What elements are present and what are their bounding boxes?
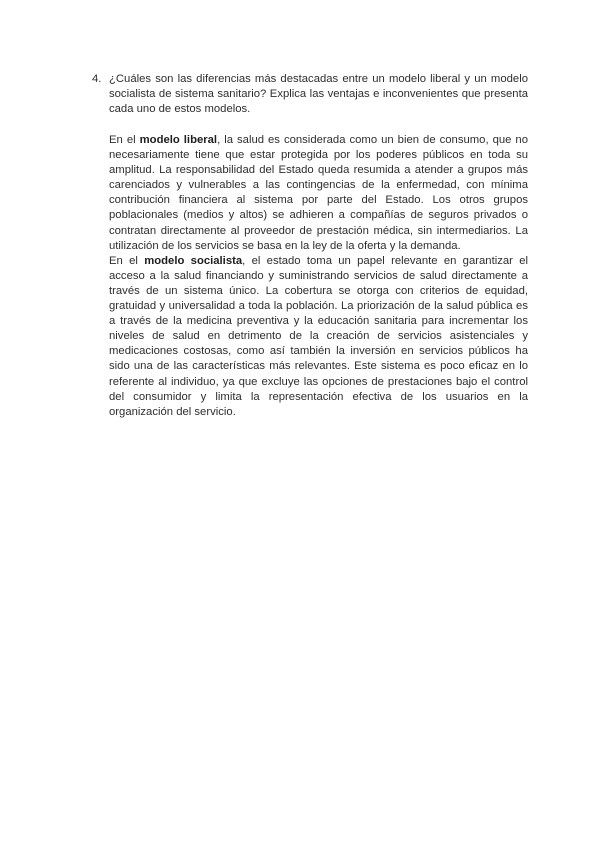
- answer-block: [109, 133, 528, 420]
- question-number: 4.: [92, 73, 102, 85]
- liberal-prefix: En el: [109, 134, 140, 146]
- liberal-body: , la salud es considerada como un bien de consumo, que no necesariamente tiene que estar protegida por los poderes públicos en toda su amplitud. La responsabilidad del Estado queda resumida a atender a grupos más carenciados y vulnerables a las contingencias de la enfermedad, con mínima contribución financiera al sistema por parte del Estado. Los otros grupos poblacionales (medios y altos) se adhieren a compañías de seguros privados o contratan directamente al proveedor de prestación médica, sin intermediarios. La utilización de los servicios se basa en la ley de la oferta y la demanda.: [109, 134, 529, 252]
- paragraph-modelo-socialista: [109, 254, 528, 420]
- socialista-body: , el estado toma un papel relevante en garantizar el acceso a la salud financiando y suministrando servicios de salud directamente a través de un sistema único. La cobertura se otorga con criterios de equidad, gratuidad y universalidad a toda la población. La priorización de la salud pública es a través de la medicina preventiva y la educación sanitaria para incrementar los niveles de salud en detrimento de la creación de servicios asistenciales y medicaciones costosas, como así también la inversión en servicios públicos ha sido una de las características más relevantes. Este sistema es poco eficaz en lo referente al individuo, ya que excluye las opciones de prestaciones bajo el control del consumidor y limita la representación efectiva de los usuarios en la organización del servicio.: [109, 254, 528, 418]
- socialista-prefix: En el: [109, 254, 145, 267]
- term-modelo-socialista: modelo socialista: [144, 254, 243, 267]
- paragraph-modelo-liberal: [109, 133, 528, 254]
- question-text: ¿Cuáles son las diferencias más destacadas entre un modelo liberal y un modelo socialista de sistema sanitario? Explica las ventajas e inconvenientes que presenta cada uno de estos modelos.: [109, 73, 528, 116]
- term-modelo-liberal: modelo liberal: [139, 134, 218, 146]
